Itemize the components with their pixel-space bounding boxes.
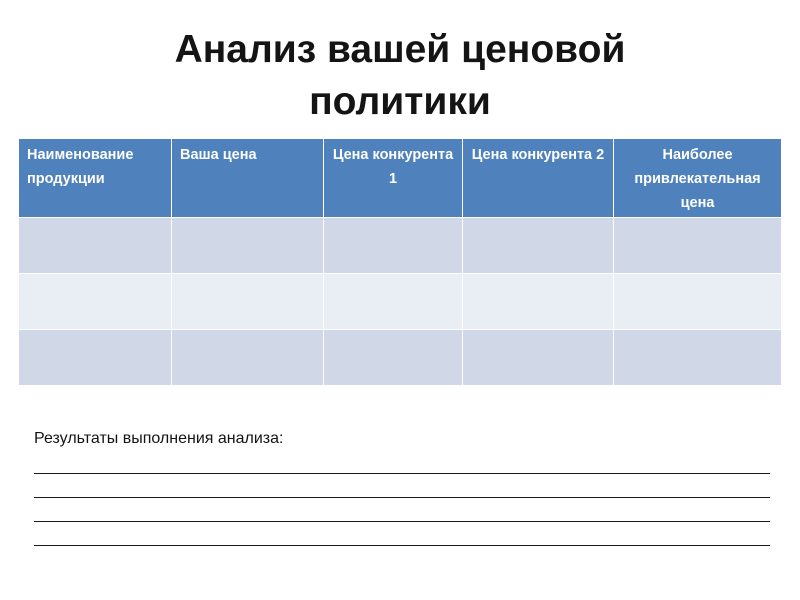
page-title-line-1: Анализ вашей ценовой bbox=[174, 28, 626, 71]
answer-line bbox=[34, 521, 770, 522]
header-product-name: Наименование продукции bbox=[19, 139, 172, 218]
table-header-row bbox=[19, 139, 782, 218]
table-cell[interactable] bbox=[19, 274, 172, 330]
price-analysis-table bbox=[18, 138, 782, 386]
table-cell[interactable] bbox=[324, 274, 463, 330]
results-label: Результаты выполнения анализа: bbox=[34, 430, 284, 447]
table-cell[interactable] bbox=[614, 218, 782, 274]
table-row bbox=[19, 330, 782, 386]
table-cell[interactable] bbox=[614, 274, 782, 330]
answer-line bbox=[34, 545, 770, 546]
page-title bbox=[0, 24, 800, 128]
answer-line bbox=[34, 473, 770, 474]
header-most-attractive-price: Наиболее привлекательная цена bbox=[614, 139, 782, 218]
table-cell[interactable] bbox=[463, 218, 614, 274]
table-cell[interactable] bbox=[172, 330, 324, 386]
header-competitor-1-price: Цена конкурента 1 bbox=[324, 139, 463, 218]
table-cell[interactable] bbox=[19, 218, 172, 274]
answer-line bbox=[34, 497, 770, 498]
table-cell[interactable] bbox=[172, 274, 324, 330]
page-title-line-2: политики bbox=[309, 80, 491, 123]
table-cell[interactable] bbox=[463, 274, 614, 330]
table-row bbox=[19, 274, 782, 330]
table-cell[interactable] bbox=[324, 218, 463, 274]
header-your-price: Ваша цена bbox=[172, 139, 324, 218]
header-competitor-2-price: Цена конкурента 2 bbox=[463, 139, 614, 218]
table-cell[interactable] bbox=[463, 330, 614, 386]
table-cell[interactable] bbox=[614, 330, 782, 386]
table-cell[interactable] bbox=[19, 330, 172, 386]
table-cell[interactable] bbox=[324, 330, 463, 386]
table-cell[interactable] bbox=[172, 218, 324, 274]
table-row bbox=[19, 218, 782, 274]
